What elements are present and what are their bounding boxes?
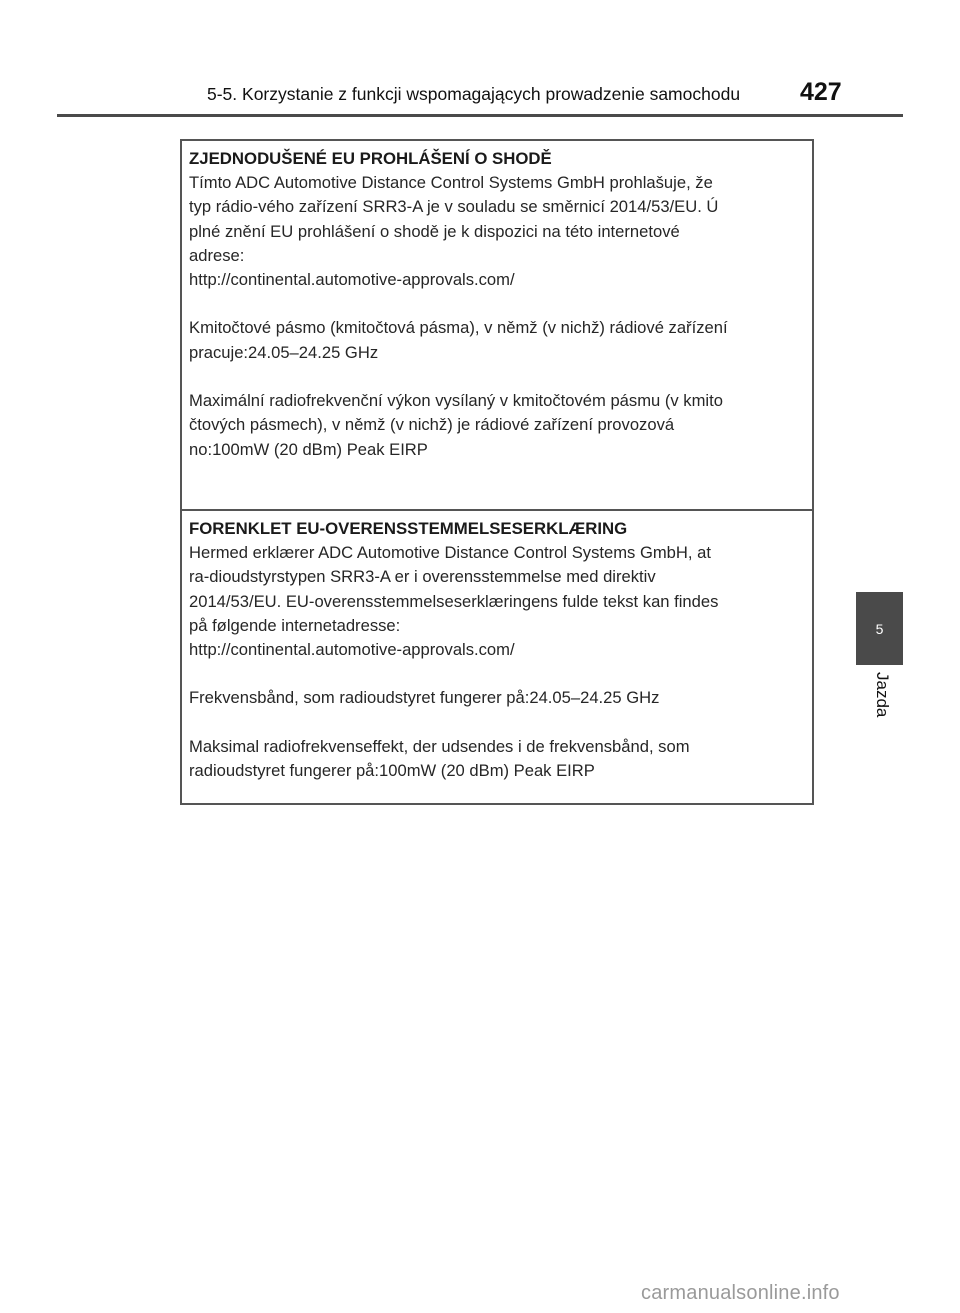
danish-declaration: [182, 509, 812, 803]
section-title: 5-5. Korzystanie z funkcji wspomagających prowadzenie samochodu: [207, 84, 741, 104]
paragraph-gap: [189, 365, 806, 389]
text-line: Kmitočtové pásmo (kmitočtová pásma), v němž (v nichž) rádiové zařízení: [189, 318, 728, 338]
text-line: Maximální radiofrekvenční výkon vysílaný v kmitočtovém pásmu (v kmito: [189, 391, 723, 411]
paragraph-gap: [189, 711, 806, 735]
page-number: 427: [800, 78, 842, 106]
text-line: adrese:: [189, 245, 245, 265]
text-line: plné znění EU prohlášení o shodě je k dispozici na této internetové: [189, 221, 680, 241]
declaration-box: [180, 139, 814, 805]
text-line: Maksimal radiofrekvenseffekt, der udsendes i de frekvensbånd, som: [189, 736, 690, 756]
chapter-tab: [856, 592, 903, 665]
paragraph-gap: [189, 662, 806, 686]
czech-declaration: [182, 141, 812, 509]
text-line: Hermed erklærer ADC Automotive Distance Control Systems GmbH, at: [189, 543, 711, 562]
czech-declaration-heading: ZJEDNODUŠENÉ EU PROHLÁŠENÍ O SHODĚ: [189, 149, 552, 168]
chapter-label: Jazda: [873, 672, 892, 718]
header-divider: [57, 114, 903, 117]
text-line: čtových pásmech), v němž (v nichž) je rádiové zařízení provozová: [189, 415, 675, 435]
text-line: typ rádio-vého zařízení SRR3-A je v souladu se směrnicí 2014/53/EU. Ú: [189, 197, 719, 217]
text-line: ra-dioudstyrstypen SRR3-A er i overensstemmelse med direktiv: [189, 567, 656, 587]
chapter-number: 5: [875, 620, 884, 637]
url-line: http://continental.automotive-approvals.com/: [189, 270, 515, 290]
danish-declaration-heading: FORENKLET EU-OVERENSSTEMMELSESERKLÆRING: [189, 519, 628, 538]
text-line: Tímto ADC Automotive Distance Control Systems GmbH prohlašuje, že: [189, 173, 713, 192]
url-line: http://continental.automotive-approvals.com/: [189, 640, 515, 660]
paragraph-gap: [189, 292, 806, 316]
text-line: på følgende internetadresse:: [189, 615, 401, 635]
text-line: pracuje:24.05–24.25 GHz: [189, 342, 379, 362]
text-line: Frekvensbånd, som radioudstyret fungerer på:24.05–24.25 GHz: [189, 688, 660, 708]
text-line: radioudstyret fungerer på:100mW (20 dBm) Peak EIRP: [189, 761, 595, 781]
text-line: 2014/53/EU. EU-overensstemmelseserklæringens fulde tekst kan findes: [189, 591, 719, 611]
watermark: carmanualsonline.info: [641, 1282, 840, 1304]
text-line: no:100mW (20 dBm) Peak EIRP: [189, 439, 428, 459]
